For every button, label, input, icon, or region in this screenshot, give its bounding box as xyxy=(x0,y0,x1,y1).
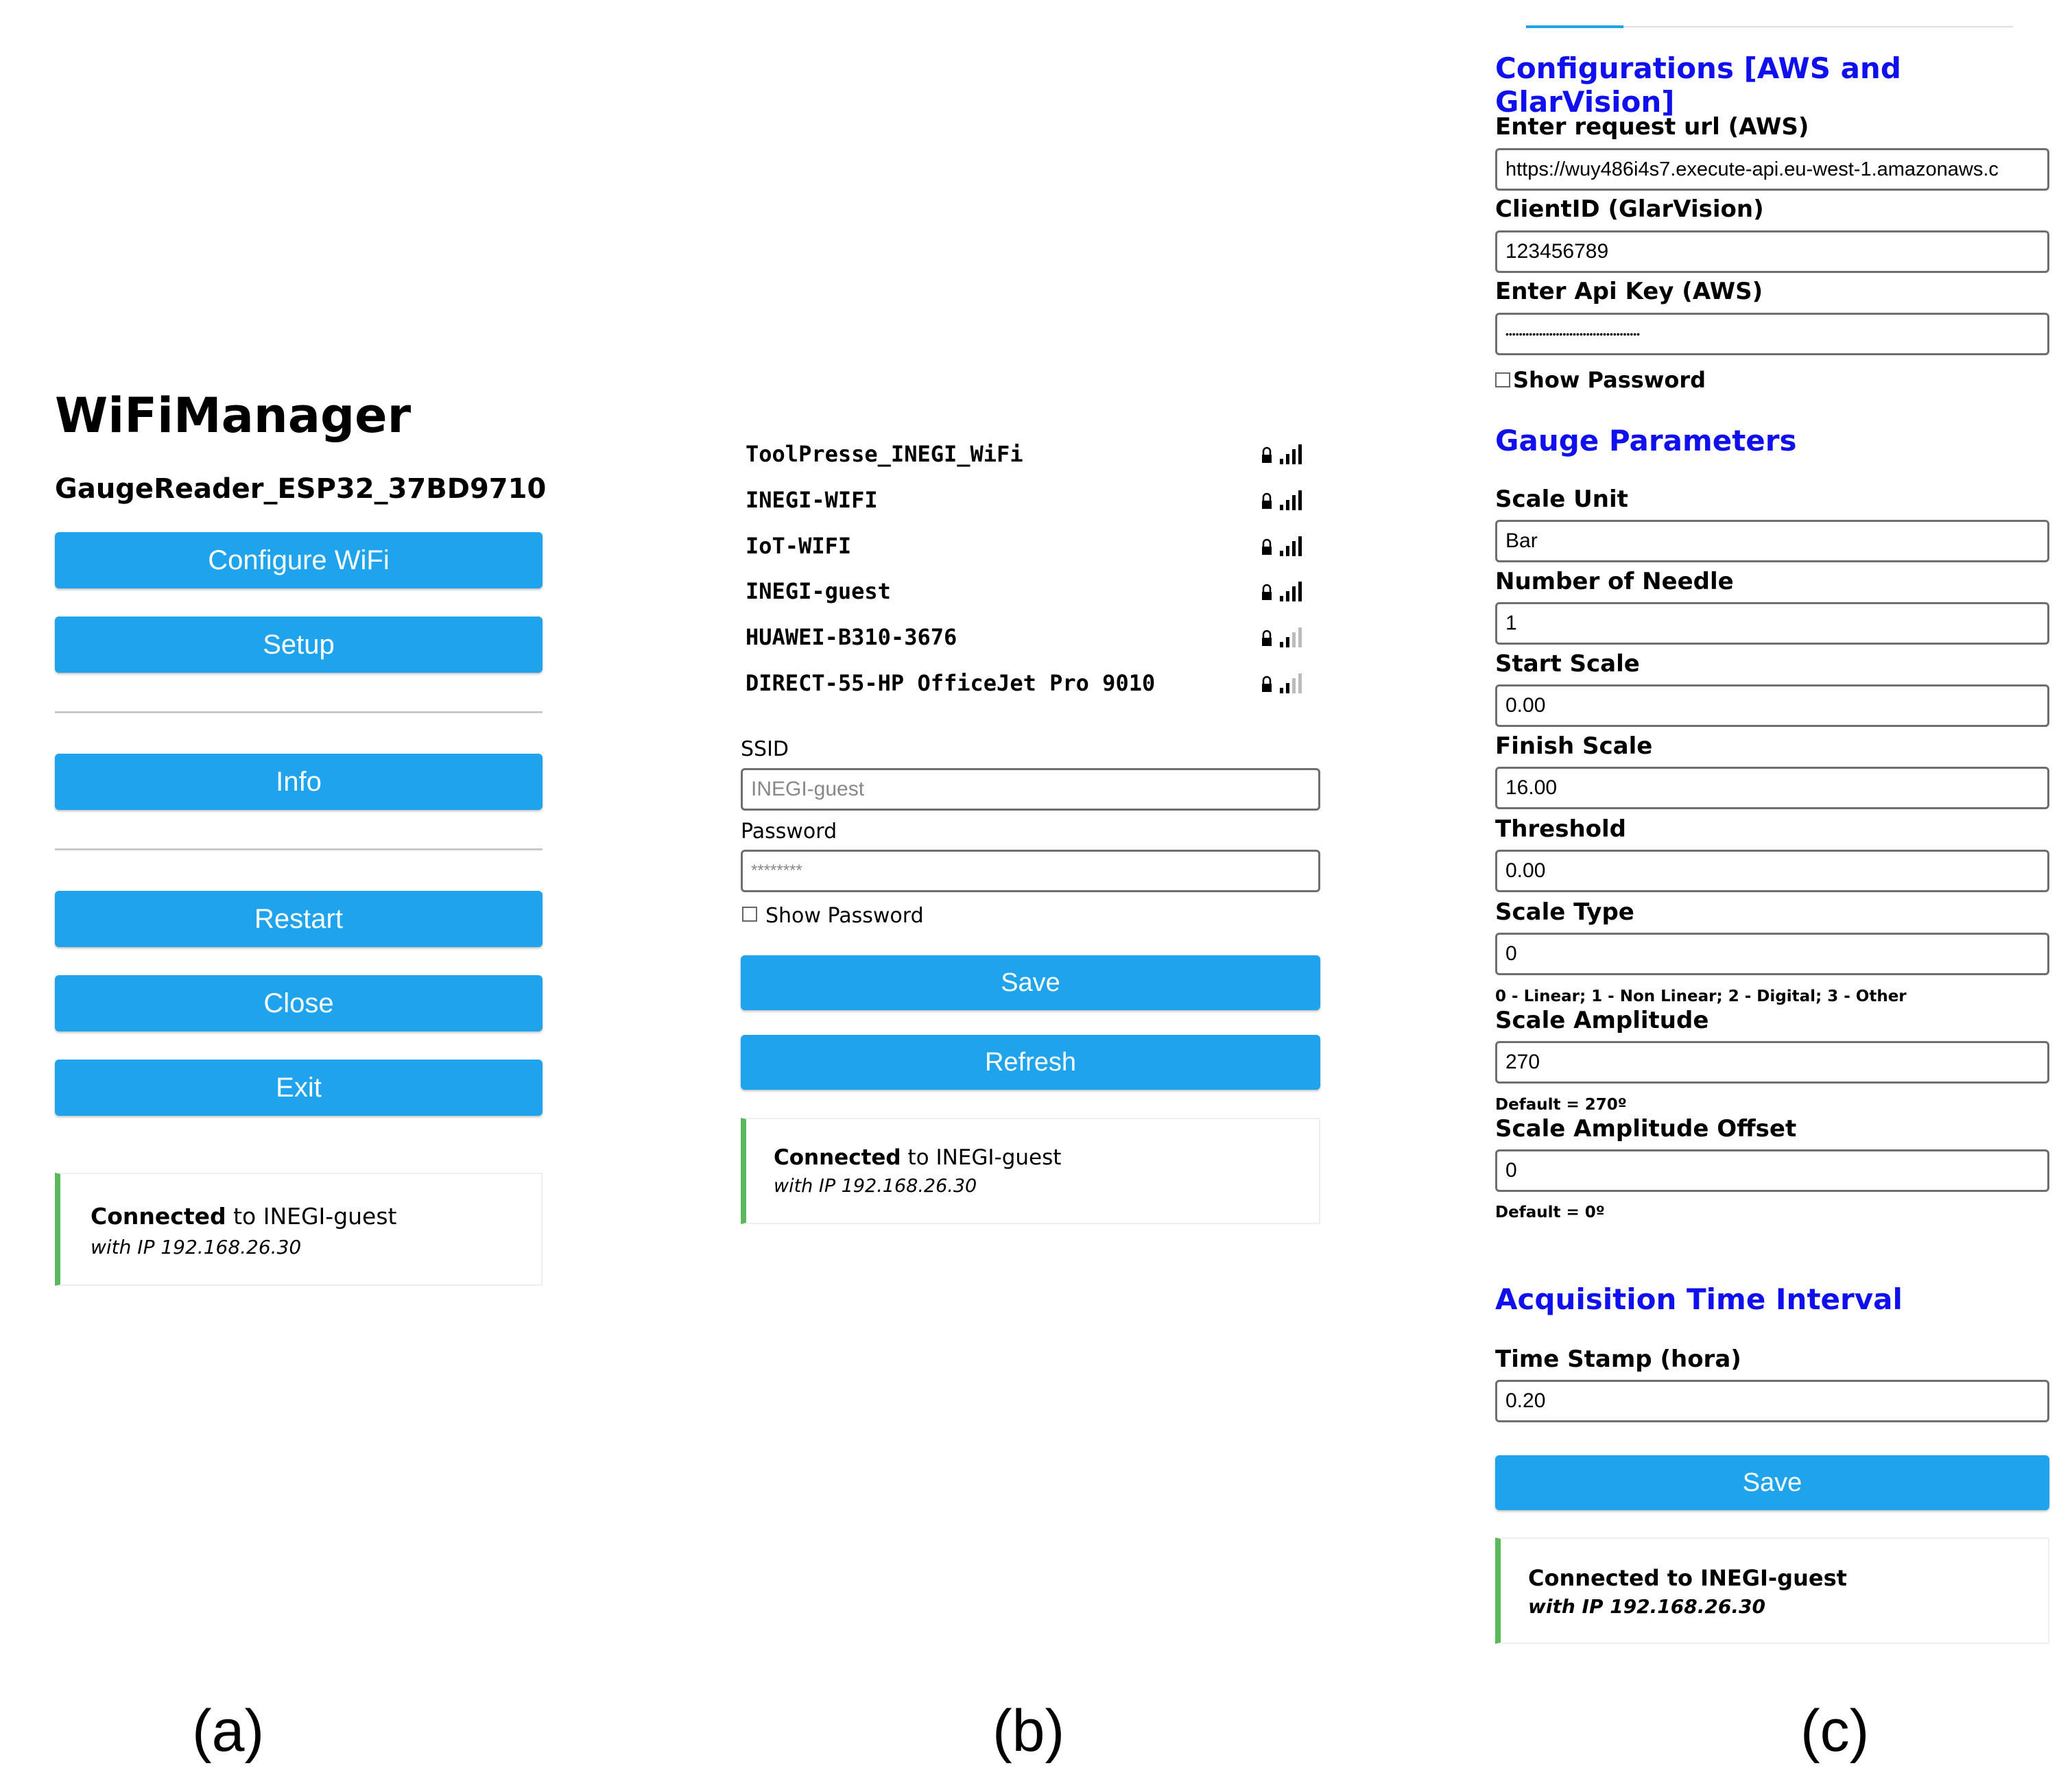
caption-c: (c) xyxy=(1800,1698,1870,1764)
timestamp-value: 0.20 xyxy=(1505,1389,1546,1412)
timestamp-label: Time Stamp (hora) xyxy=(1495,1346,1741,1373)
start-scale-input[interactable] xyxy=(1495,684,2049,727)
client-id-value: 123456789 xyxy=(1505,240,1609,263)
password-value: ******** xyxy=(751,861,802,880)
lock-signal-icon xyxy=(1261,488,1306,510)
info-button[interactable]: Info xyxy=(55,754,543,810)
password-input[interactable] xyxy=(741,850,1320,892)
caption-a: (a) xyxy=(192,1698,265,1764)
request-url-input[interactable] xyxy=(1495,148,2049,191)
timestamp-input[interactable] xyxy=(1495,1380,2049,1422)
request-url-label: Enter request url (AWS) xyxy=(1495,113,1809,141)
amplitude-label: Scale Amplitude xyxy=(1495,1007,1709,1034)
ip-line: with IP 192.168.26.30 xyxy=(774,1175,977,1197)
needle-value: 1 xyxy=(1505,612,1517,634)
scale-unit-label: Scale Unit xyxy=(1495,486,1628,513)
restart-button[interactable]: Restart xyxy=(55,891,543,947)
start-scale-value: 0.00 xyxy=(1505,694,1546,717)
finish-scale-input[interactable] xyxy=(1495,767,2049,809)
amplitude-value: 270 xyxy=(1505,1051,1540,1073)
tab-underline-active xyxy=(1526,25,1623,28)
connected-label: Connected xyxy=(91,1203,226,1230)
connection-status xyxy=(1495,1538,2049,1644)
finish-scale-value: 16.00 xyxy=(1505,776,1558,799)
show-password-checkbox[interactable] xyxy=(1495,372,1510,387)
show-password-label: Show Password xyxy=(765,904,924,928)
exit-button[interactable]: Exit xyxy=(55,1060,543,1116)
scale-type-hint: 0 - Linear; 1 - Non Linear; 2 - Digital; 3 - Other xyxy=(1495,988,1907,1005)
needle-label: Number of Needle xyxy=(1495,568,1734,595)
network-ssid: INEGI-WIFI xyxy=(746,487,878,513)
connection-status xyxy=(55,1173,543,1286)
needle-input[interactable] xyxy=(1495,602,2049,645)
client-id-label: ClientID (GlarVision) xyxy=(1495,195,1764,223)
lock-signal-icon xyxy=(1261,579,1306,601)
amplitude-hint: Default = 270º xyxy=(1495,1096,1627,1114)
threshold-value: 0.00 xyxy=(1505,859,1546,882)
page-title: WiFiManager xyxy=(55,387,412,444)
threshold-input[interactable] xyxy=(1495,850,2049,892)
lock-signal-icon xyxy=(1261,442,1306,464)
password-label: Password xyxy=(741,820,837,844)
api-key-label: Enter Api Key (AWS) xyxy=(1495,278,1763,305)
refresh-button[interactable]: Refresh xyxy=(741,1035,1320,1090)
scale-type-label: Scale Type xyxy=(1495,898,1634,926)
device-name: GaugeReader_ESP32_37BD9710 xyxy=(55,473,547,505)
save-button[interactable]: Save xyxy=(1495,1455,2049,1510)
configure-wifi-button[interactable]: Configure WiFi xyxy=(55,532,543,588)
amp-offset-label: Scale Amplitude Offset xyxy=(1495,1115,1797,1143)
ssid-input[interactable] xyxy=(741,768,1320,811)
caption-b: (b) xyxy=(992,1698,1065,1764)
network-ssid: HUAWEI-B310-3676 xyxy=(746,624,957,650)
network-ssid: INEGI-guest xyxy=(746,578,891,604)
connected-line: Connected to INEGI-guest xyxy=(1528,1565,1847,1591)
section-gauge-title: Gauge Parameters xyxy=(1495,424,1797,457)
network-ssid: IoT-WIFI xyxy=(746,533,852,559)
show-password-label: Show Password xyxy=(1513,367,1706,393)
amp-offset-value: 0 xyxy=(1505,1159,1517,1182)
ssid-value: INEGI-guest xyxy=(751,778,865,800)
client-id-input[interactable] xyxy=(1495,230,2049,273)
connected-label: Connected xyxy=(774,1145,901,1170)
scale-type-value: 0 xyxy=(1505,942,1517,965)
api-key-value: •••••••••••••••••••••••••••••••••••••••• xyxy=(1505,328,1641,339)
amp-offset-hint: Default = 0º xyxy=(1495,1204,1605,1221)
save-button[interactable]: Save xyxy=(741,955,1320,1010)
divider xyxy=(55,711,543,713)
ip-line: with IP 192.168.26.30 xyxy=(91,1236,302,1258)
scale-unit-value: Bar xyxy=(1505,529,1538,552)
connection-status xyxy=(741,1118,1320,1224)
network-ssid: DIRECT-55-HP OfficeJet Pro 9010 xyxy=(746,670,1156,696)
scale-unit-input[interactable] xyxy=(1495,520,2049,562)
section-config-title: Configurations [AWS and GlarVision] xyxy=(1495,51,1901,119)
divider xyxy=(55,848,543,850)
ip-line: with IP 192.168.26.30 xyxy=(1528,1595,1765,1618)
lock-signal-icon xyxy=(1261,534,1306,556)
finish-scale-label: Finish Scale xyxy=(1495,732,1653,760)
network-ssid: ToolPresse_INEGI_WiFi xyxy=(746,441,1023,467)
request-url-value: https://wuy486i4s7.execute-api.eu-west-1.amazonaws.c xyxy=(1505,158,1999,180)
connected-network: to INEGI-guest xyxy=(901,1145,1062,1170)
show-password-checkbox[interactable] xyxy=(742,907,757,922)
ssid-label: SSID xyxy=(741,737,789,761)
close-button[interactable]: Close xyxy=(55,975,543,1031)
start-scale-label: Start Scale xyxy=(1495,650,1640,678)
amplitude-input[interactable] xyxy=(1495,1041,2049,1084)
setup-button[interactable]: Setup xyxy=(55,617,543,673)
lock-signal-icon xyxy=(1261,625,1306,647)
section-acq-title: Acquisition Time Interval xyxy=(1495,1282,1903,1316)
threshold-label: Threshold xyxy=(1495,815,1627,843)
amp-offset-input[interactable] xyxy=(1495,1149,2049,1192)
api-key-input[interactable] xyxy=(1495,313,2049,355)
scale-type-input[interactable] xyxy=(1495,933,2049,975)
lock-signal-icon xyxy=(1261,671,1306,693)
connected-network: to INEGI-guest xyxy=(226,1203,397,1230)
